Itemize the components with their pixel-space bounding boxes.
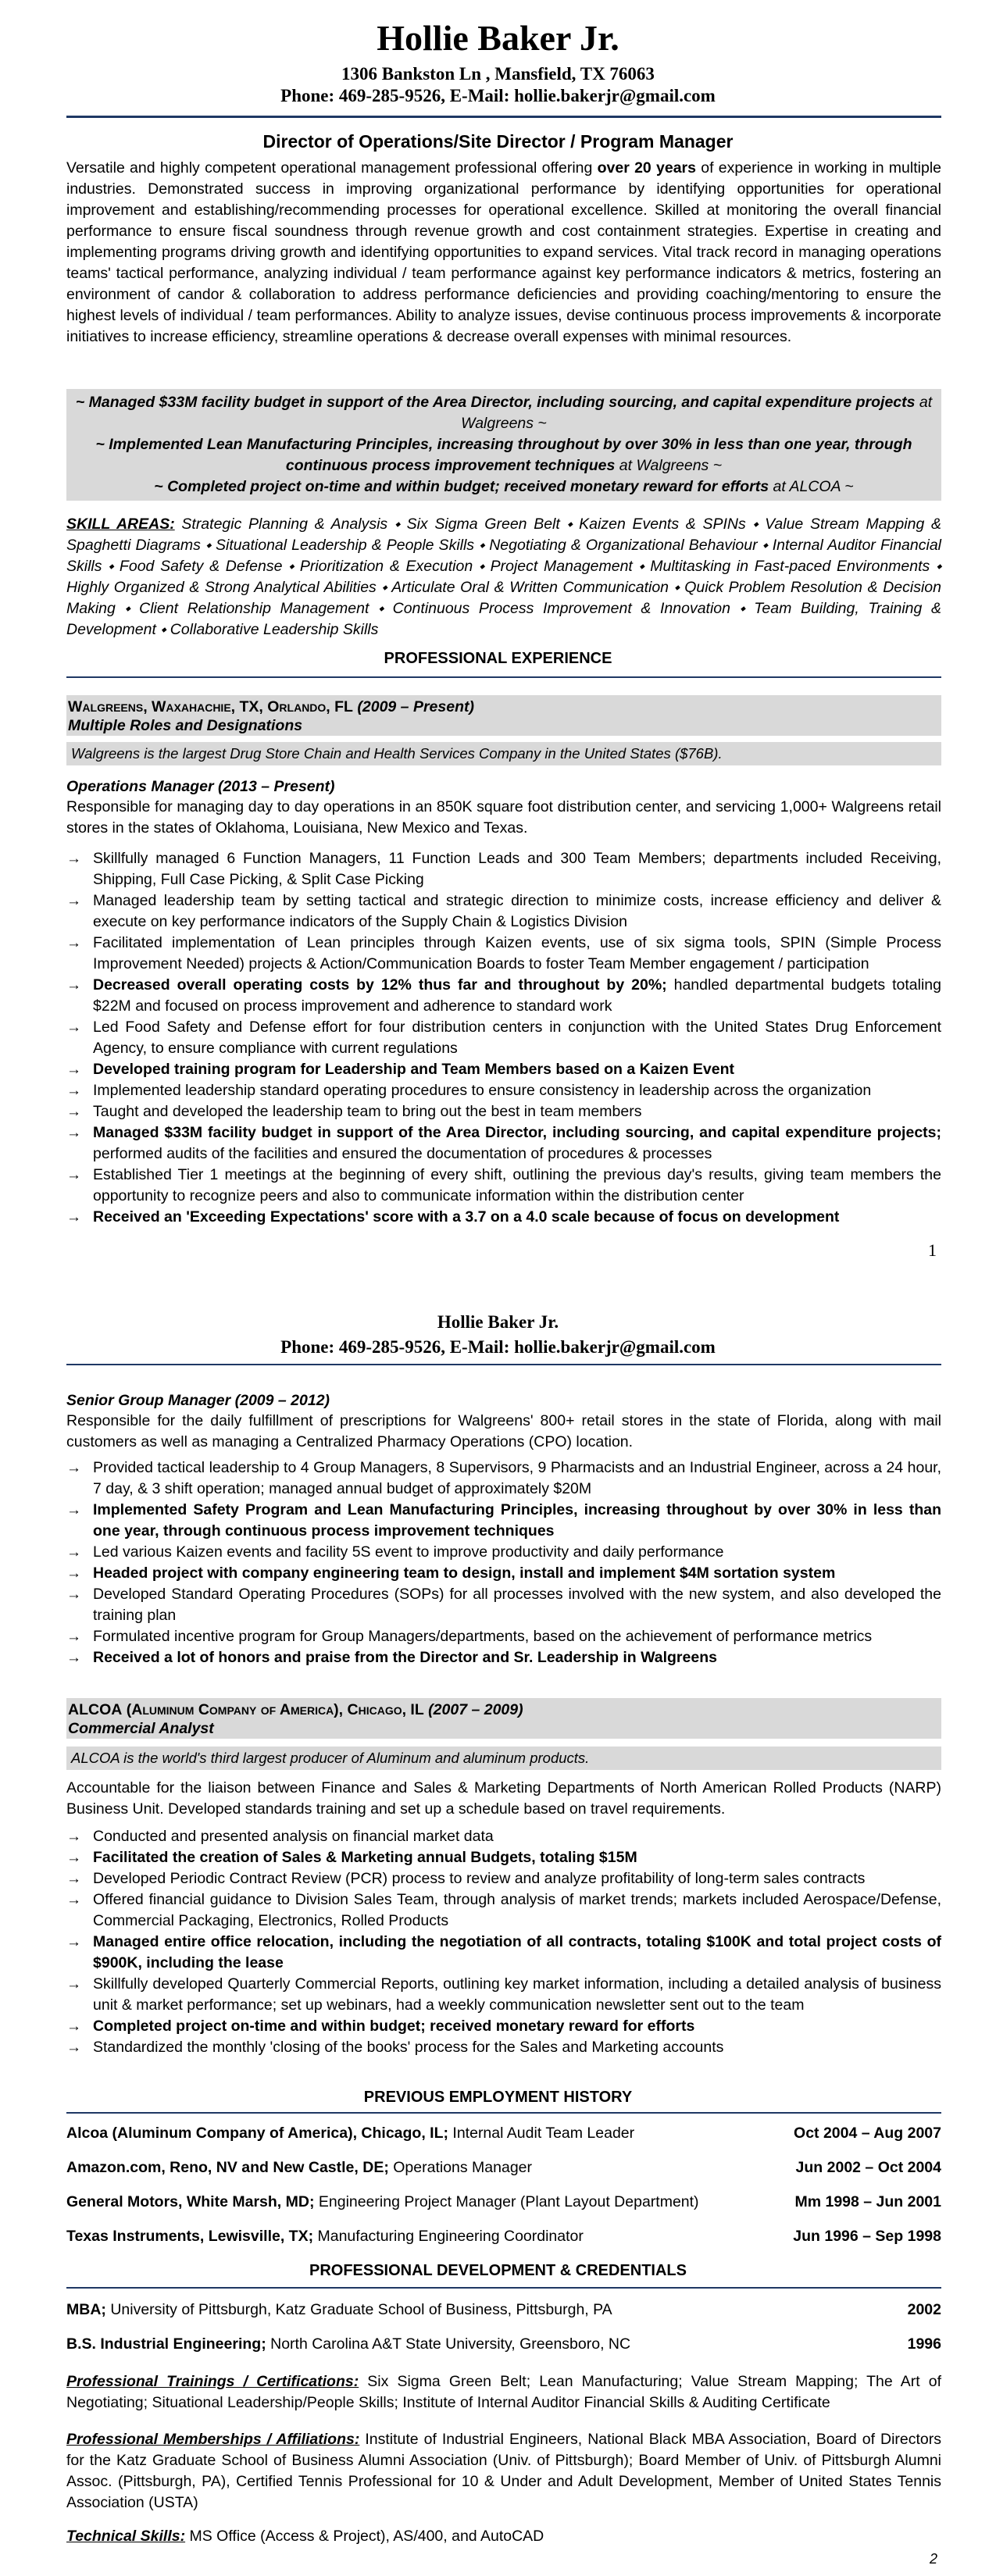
arrow-icon: → — [66, 851, 81, 867]
previous-list — [66, 2123, 941, 2260]
alcoa-company-b: (Aluminum Company of America), Chicago, IL — [122, 1701, 424, 1718]
employment-company: Texas Instruments, Lewisville, TX; — [66, 2228, 314, 2245]
memberships — [66, 2429, 941, 2514]
degree-entry — [66, 2299, 612, 2320]
employment-row — [66, 2226, 941, 2246]
arrow-icon: → — [66, 1586, 81, 1603]
role-operations-manager: Operations Manager (2013 – Present) — [66, 778, 335, 795]
technical-skills — [66, 2526, 941, 2547]
tech-text: MS Office (Access & Project), AS/400, and AutoCAD — [185, 2528, 544, 2545]
bullet-item — [66, 1563, 941, 1584]
bullet-text: Formulated incentive program for Group Managers/departments, based on the achievement of performance metrics — [93, 1628, 873, 1645]
bullet-item — [66, 1500, 941, 1542]
previous-heading: PREVIOUS EMPLOYMENT HISTORY — [363, 2089, 633, 2106]
bullet-item — [66, 1080, 941, 1101]
degree-name: MBA; — [66, 2301, 106, 2318]
degree-school: North Carolina A&T State University, Greensboro, NC — [266, 2335, 631, 2353]
page2-name: Hollie Baker Jr. — [437, 1312, 559, 1332]
walgreens-desc: Walgreens is the largest Drug Store Chain and Health Services Company in the United States ($76B). — [66, 742, 941, 765]
degree-year: 2002 — [907, 2301, 941, 2318]
bullet-text: Skillfully managed 6 Function Managers, 11 Function Leads and 300 Team Members; departments included Receiving, Shipping, Full Case Picking, & Split Case Picking — [93, 850, 941, 888]
bullet-text: Facilitated implementation of Lean principles through Kaizen events, use of six sigma tools, SPIN (Simple Process Improvement Needed) projects & Action/Communication Boards to foster Team Member engagement / participation — [93, 934, 941, 972]
alcoa-company-a: ALCOA — [68, 1701, 123, 1718]
employment-role: Internal Audit Team Leader — [448, 2125, 635, 2142]
degree-rows — [66, 2299, 941, 2354]
role1-bullets — [66, 848, 941, 1228]
bullet-item — [66, 1101, 941, 1122]
role-senior-group-manager: Senior Group Manager (2009 – 2012) — [66, 1392, 330, 1409]
skill-areas-list: Strategic Planning & Analysis ⬩ Six Sigma Green Belt ⬩ Kaizen Events & SPINs ⬩ Value Stream Mapping & Spaghetti Diagrams ⬩ Situational Leadership & People Skills ⬩ Negotiating & Organizational Behaviour ⬩ Internal Auditor Financial Skills ⬩ Food Safety & Defense ⬩ Prioritization & Execution ⬩ Project Management ⬩ Multitasking in Fast-paced Environments ⬩ Highly Organized & Strong Analytical Abilities ⬩ Articulate Oral & Written Communication ⬩ Quick Problem Resolution & Decision Making ⬩ Client Relationship Management ⬩ Continuous Process Improvement & Innovation ⬩ Team Building, Training & Development ⬩ Collaborative Leadership Skills — [66, 516, 941, 638]
bullet-item — [66, 1457, 941, 1500]
bullet-text: Offered financial guidance to Division Sales Team, through analysis of market trends; markets included Aerospace/Defense, Commercial Packaging, Electronics, Rolled Products — [93, 1891, 941, 1929]
arrow-icon: → — [66, 1650, 81, 1666]
employment-entry — [66, 2192, 699, 2212]
employment-row — [66, 2157, 941, 2178]
bullet-item — [66, 1207, 941, 1228]
arrow-icon: → — [66, 1125, 81, 1141]
bullet-item — [66, 1889, 941, 1932]
summary-years: over 20 years — [597, 159, 696, 177]
bullet-item — [66, 1059, 941, 1080]
degree-name: B.S. Industrial Engineering; — [66, 2335, 266, 2353]
arrow-icon: → — [66, 1871, 81, 1887]
bullet-item — [66, 2016, 941, 2037]
bullet-bold: Managed $33M facility budget in support of the Area Director, including sourcing, and capital expenditure projects; — [93, 1124, 941, 1141]
job-title: Director of Operations/Site Director / Program Manager — [262, 131, 734, 152]
bullet-bold: Decreased overall operating costs by 12% thus far and throughout by 20%; — [93, 976, 667, 994]
arrow-icon: → — [66, 1460, 81, 1476]
bullet-item — [66, 1165, 941, 1207]
employment-role: Manufacturing Engineering Coordinator — [313, 2228, 584, 2245]
employment-role: Operations Manager — [388, 2159, 533, 2176]
contact-line: Phone: 469-285-9526, E-Mail: hollie.bakerjr@gmail.com — [280, 86, 716, 105]
bullet-item — [66, 1974, 941, 2016]
arrow-icon: → — [66, 1544, 81, 1561]
address: 1306 Bankston Ln , Mansfield, TX 76063 — [341, 64, 655, 84]
arrow-icon: → — [66, 935, 81, 951]
bullet-bold: Facilitated the creation of Sales & Marketing annual Budgets, totaling $15M — [93, 1849, 637, 1866]
skill-areas-label: SKILL AREAS: — [66, 516, 175, 533]
bullet-item — [66, 1932, 941, 1974]
alcoa-desc: ALCOA is the world's third largest producer of Aluminum and aluminum products. — [66, 1746, 941, 1770]
bullet-item — [66, 933, 941, 975]
arrow-icon: → — [66, 1850, 81, 1866]
page2-rule — [66, 1364, 941, 1365]
role1-list — [66, 848, 941, 1228]
memberships-text: Institute of Industrial Engineers, National Black MBA Association, Board of Directors for the Katz Graduate School of Business Alumni Association (Univ. of Pittsburgh); Board Member of Univ. of Pittsburgh Alumni Assoc. (Pittsburgh, PA), Certified Tennis Professional for 10 & Under and Adult Development, Member of United States Tennis Association (USTA) — [66, 2431, 941, 2511]
bullet-bold: Developed training program for Leadership and Team Members based on a Kaizen Event — [93, 1061, 734, 1078]
bullet-item — [66, 1017, 941, 1059]
bullet-text: Established Tier 1 meetings at the beginning of every shift, outlining the previous day's results, giving team members the opportunity to recognize peers and also to communicate information within the distribution center — [93, 1166, 941, 1204]
bullet-item — [66, 1868, 941, 1889]
experience-rule — [66, 676, 941, 678]
memberships-label: Professional Memberships / Affiliations: — [66, 2431, 360, 2448]
role2-intro: Responsible for the daily fulfillment of prescriptions for Walgreens' 800+ retail stores in the state of Florida, along with mail customers as well as managing a Centralized Pharmacy Operations (CPO) location. — [66, 1412, 941, 1450]
alcoa-subtitle: Commercial Analyst — [68, 1720, 214, 1737]
tech-label: Technical Skills: — [66, 2528, 186, 2545]
role1-intro: Responsible for managing day to day operations in an 850K square foot distribution center, and servicing 1,000+ Walgreens retail stores in the states of Oklahoma, Louisiana, New Mexico and Texas. — [66, 798, 941, 837]
employment-row — [66, 2123, 941, 2143]
previous-rule — [66, 2112, 941, 2114]
arrow-icon: → — [66, 1209, 81, 1226]
alcoa-company-header — [66, 1698, 941, 1739]
bullet-bold: Received a lot of honors and praise from the Director and Sr. Leadership in Walgreens — [93, 1649, 717, 1666]
header-rule — [66, 116, 941, 118]
arrow-icon: → — [66, 1976, 81, 1993]
degree-row — [66, 2299, 941, 2320]
highlight-1: ~ Managed $33M facility budget in support of the Area Director, including sourcing, and capital expenditure projects at Walgreens ~ — [75, 394, 933, 432]
employment-dates: Mm 1998 – Jun 2001 — [794, 2193, 941, 2210]
summary-start: Versatile and highly competent operational management professional offering — [66, 159, 598, 177]
experience-heading: PROFESSIONAL EXPERIENCE — [384, 650, 612, 667]
bullet-item — [66, 1647, 941, 1668]
trainings-label: Professional Trainings / Certifications: — [66, 2373, 359, 2390]
alcoa-intro: Accountable for the liaison between Finance and Sales & Marketing Departments of North American Rolled Products (NARP) Business Unit. Developed standards training and set up a schedule based on travel requirements. — [66, 1779, 941, 1818]
bullet-text: Skillfully developed Quarterly Commercial Reports, outlining key market information, including a detailed analysis of business unit & market performance; set up webinars, had a weekly communication newsletter sent out to the team — [93, 1975, 941, 2014]
role2-bullets — [66, 1457, 941, 1668]
previous-rows — [66, 2123, 941, 2246]
summary-rest: of experience in working in multiple industries. Demonstrated success in improving organizational performance by identifying opportunities for operational improvement and establishing/recommending processes for operational excellence. Skilled at monitoring the overall financial performance to ensure fiscal soundness through revenue growth and cost containment strategies. Expertise in creating and implementing programs driving growth and identifying opportunities to expand services. Vital track record in managing operations teams' tactical performance, analyzing individual / team performance against key performance indicators & metrics, fostering an environment of candor & collaboration to address performance deficiencies and providing coaching/mentoring to ensure the highest levels of individual / team performances. Ability to analyze issues, devise continuous process improvements & incorporate initiatives to increase efficiency, streamline operations & decrease overall expenses with minimal resources. — [66, 159, 941, 345]
degree-row — [66, 2334, 941, 2354]
bullet-bold: Headed project with company engineering team to design, install and implement $4M sortation system — [93, 1565, 836, 1582]
bullet-text: Developed Standard Operating Procedures (SOPs) for all processes involved with the new system, and also developed the training plan — [93, 1586, 941, 1624]
degree-year: 1996 — [907, 2335, 941, 2353]
bullet-bold: Implemented Safety Program and Lean Manufacturing Principles, increasing throughout by over 30% in less than one year, through continuous process improvement techniques — [93, 1501, 941, 1540]
arrow-icon: → — [66, 2018, 81, 2035]
walgreens-company-header — [66, 695, 941, 736]
alcoa-list — [66, 1826, 941, 2058]
arrow-icon: → — [66, 1083, 81, 1099]
degree-entry — [66, 2334, 630, 2354]
bullet-text: Led various Kaizen events and facility 5S event to improve productivity and daily performance — [93, 1543, 724, 1561]
employment-row — [66, 2192, 941, 2212]
degree-school: University of Pittsburgh, Katz Graduate School of Business, Pittsburgh, PA — [105, 2301, 612, 2318]
arrow-icon: → — [66, 893, 81, 909]
bullet-item — [66, 2037, 941, 2058]
highlight-2: ~ Implemented Lean Manufacturing Principles, increasing throughout by over 30% in less than one year, through continuous process improvement techniques at Walgreens ~ — [95, 436, 912, 474]
bullet-bold: Received an 'Exceeding Expectations' score with a 3.7 on a 4.0 scale because of focus on development — [93, 1208, 840, 1226]
employment-company: Alcoa (Aluminum Company of America), Chicago, IL; — [66, 2125, 448, 2142]
trainings-text: Six Sigma Green Belt; Lean Manufacturing; Value Stream Mapping; The Art of Negotiating; Situational Leadership/People Skills; Institute of Internal Auditor Financial Skills & Auditing Certificate — [66, 2373, 941, 2411]
bullet-text: Standardized the monthly 'closing of the books' process for the Sales and Marketing accounts — [93, 2039, 724, 2056]
arrow-icon: → — [66, 1565, 81, 1582]
credentials-heading: PROFESSIONAL DEVELOPMENT & CREDENTIALS — [309, 2262, 687, 2279]
alcoa-dates: (2007 – 2009) — [423, 1701, 523, 1718]
walgreens-company: Walgreens, Waxahachie, TX, Orlando, FL — [68, 698, 353, 715]
bullet-text: Managed leadership team by setting tactical and strategic direction to minimize costs, increase efficiency and deliver & execute on key performance indicators of the Supply Chain & Logistics Division — [93, 892, 941, 930]
skill-areas — [66, 514, 941, 640]
bullet-item — [66, 1826, 941, 1847]
bullet-text: Provided tactical leadership to 4 Group Managers, 8 Supervisors, 9 Pharmacists and an Industrial Engineer, across a 24 hour, 7 day, & 3 shift operation; managed annual budget of approximately $20M — [93, 1459, 941, 1497]
employment-entry — [66, 2157, 532, 2178]
bullet-text: performed audits of the facilities and ensured the documentation of procedures & processes — [93, 1145, 712, 1162]
arrow-icon: → — [66, 977, 81, 994]
bullet-item — [66, 1626, 941, 1647]
role2-list — [66, 1457, 941, 1668]
employment-entry — [66, 2123, 634, 2143]
arrow-icon: → — [66, 1167, 81, 1183]
bullet-text: Taught and developed the leadership team to bring out the best in team members — [93, 1103, 642, 1120]
bullet-item — [66, 1122, 941, 1165]
arrow-icon: → — [66, 1934, 81, 1950]
alcoa-bullets — [66, 1826, 941, 2058]
employment-entry — [66, 2226, 584, 2246]
arrow-icon: → — [66, 1892, 81, 1908]
arrow-icon: → — [66, 1502, 81, 1518]
degrees — [66, 2299, 941, 2368]
employment-dates: Jun 2002 – Oct 2004 — [795, 2159, 941, 2176]
bullet-text: Developed Periodic Contract Review (PCR) process to review and analyze profitability of long-term sales contracts — [93, 1870, 866, 1887]
arrow-icon: → — [66, 2039, 81, 2056]
page-number-1: 1 — [928, 1240, 937, 1260]
highlight-3: ~ Completed project on-time and within budget; received monetary reward for efforts at ALCOA ~ — [154, 478, 854, 495]
bullet-item — [66, 890, 941, 933]
employment-role: Engineering Project Manager (Plant Layout Department) — [314, 2193, 699, 2210]
bullet-text: Implemented leadership standard operating procedures to ensure consistency in leadership across the organization — [93, 1082, 872, 1099]
employment-company: Amazon.com, Reno, NV and New Castle, DE; — [66, 2159, 389, 2176]
bullet-item — [66, 1584, 941, 1626]
trainings — [66, 2371, 941, 2414]
page2-contact: Phone: 469-285-9526, E-Mail: hollie.bakerjr@gmail.com — [280, 1337, 716, 1357]
bullet-item — [66, 975, 941, 1017]
employment-dates: Jun 1996 – Sep 1998 — [793, 2228, 941, 2245]
bullet-text: handled departmental budgets totaling $22M and focused on process improvement and adherence to standard work — [93, 976, 941, 1015]
bullet-bold: Completed project on-time and within budget; received monetary reward for efforts — [93, 2018, 695, 2035]
arrow-icon: → — [66, 1061, 81, 1078]
bullet-item — [66, 848, 941, 890]
walgreens-dates: (2009 – Present) — [352, 698, 474, 715]
walgreens-subtitle: Multiple Roles and Designations — [68, 717, 303, 734]
arrow-icon: → — [66, 1629, 81, 1645]
bullet-bold: Managed entire office relocation, including the negotiation of all contracts, totaling $100K and total project costs of $900K, including the lease — [93, 1933, 941, 1971]
employment-dates: Oct 2004 – Aug 2007 — [794, 2125, 941, 2142]
summary — [66, 158, 941, 348]
credentials-rule — [66, 2287, 941, 2289]
employment-company: General Motors, White Marsh, MD; — [66, 2193, 315, 2210]
arrow-icon: → — [66, 1104, 81, 1120]
bullet-item — [66, 1847, 941, 1868]
bullet-text: Conducted and presented analysis on financial market data — [93, 1828, 494, 1845]
candidate-name: Hollie Baker Jr. — [377, 18, 619, 58]
highlights-box — [66, 389, 941, 501]
bullet-text: Led Food Safety and Defense effort for four distribution centers in conjunction with the United States Drug Enforcement Agency, to ensure compliance with current regulations — [93, 1019, 941, 1057]
arrow-icon: → — [66, 1019, 81, 1036]
arrow-icon: → — [66, 1829, 81, 1845]
page-number-2: 2 — [930, 2551, 938, 2567]
bullet-item — [66, 1542, 941, 1563]
